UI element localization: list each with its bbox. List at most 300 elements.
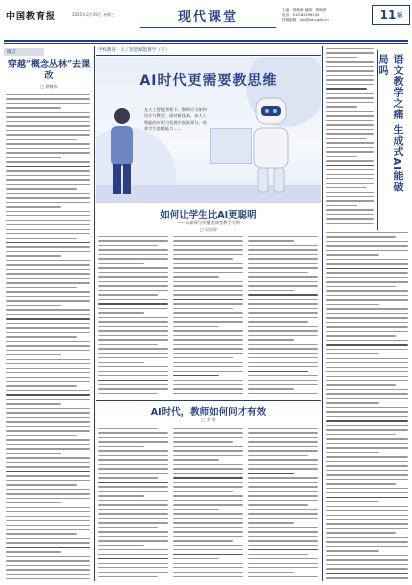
- text-line: [248, 509, 318, 510]
- text-line: [326, 209, 374, 210]
- text-line: [173, 437, 243, 438]
- text-line: [6, 273, 90, 274]
- text-line: [326, 250, 408, 251]
- text-line: [6, 229, 90, 230]
- text-line: [248, 477, 318, 478]
- text-line: [173, 491, 233, 492]
- text-line: [98, 576, 158, 577]
- text-line: [6, 498, 90, 499]
- text-line: [98, 375, 168, 376]
- text-line: [248, 527, 318, 528]
- text-line: [6, 220, 90, 221]
- text-line: [173, 540, 233, 541]
- page-number: [372, 5, 410, 25]
- text-line: [173, 312, 243, 313]
- text-line: [326, 313, 408, 314]
- text-line: [6, 421, 90, 422]
- text-line: [98, 446, 144, 447]
- text-line: [6, 157, 61, 158]
- text-line: [6, 377, 90, 378]
- text-line: [6, 511, 90, 512]
- text-line: [248, 572, 294, 573]
- text-line: [6, 533, 77, 534]
- text-line: [6, 390, 90, 391]
- text-line: [326, 124, 374, 125]
- text-line: [173, 254, 243, 255]
- text-line: [98, 254, 168, 255]
- text-line: [98, 236, 168, 237]
- text-line: [248, 567, 318, 568]
- text-line: [248, 236, 318, 237]
- text-line: [6, 238, 77, 239]
- text-line: [6, 462, 90, 463]
- text-line: [326, 501, 379, 502]
- text-line: [173, 308, 233, 309]
- text-line: [173, 477, 243, 478]
- text-line: [248, 432, 318, 433]
- text-line: [6, 269, 90, 270]
- text-line: [6, 475, 90, 476]
- text-line: [248, 357, 318, 358]
- text-line: [98, 326, 168, 327]
- text-line: [326, 286, 396, 287]
- text-line: [248, 254, 318, 255]
- text-line: [6, 143, 90, 144]
- text-line: [98, 272, 168, 273]
- text-line: [98, 380, 168, 381]
- text-line: [326, 165, 374, 166]
- text-line: [326, 120, 374, 121]
- text-line: [6, 466, 90, 467]
- text-line: [326, 138, 367, 139]
- editor-line: 投稿邮箱：jyb@edu.gov.cn: [282, 18, 329, 23]
- text-line: [248, 450, 318, 451]
- text-line: [326, 528, 408, 529]
- text-line: [6, 547, 90, 548]
- text-line: [98, 491, 168, 492]
- text-line: [6, 336, 77, 337]
- text-line: [326, 331, 408, 332]
- text-line: [98, 366, 168, 367]
- right-article-body: [326, 232, 408, 580]
- center-article-body-2: [173, 428, 243, 580]
- text-line: [6, 453, 61, 454]
- center-article-body-1: [248, 236, 318, 398]
- text-line: [248, 326, 318, 327]
- text-line: [6, 560, 90, 561]
- text-line: [173, 281, 243, 282]
- text-line: [98, 317, 168, 318]
- text-line: [173, 527, 243, 528]
- text-line: [6, 556, 90, 557]
- text-line: [248, 491, 318, 492]
- text-line: [248, 536, 318, 537]
- text-line: [6, 246, 90, 247]
- text-line: [248, 335, 318, 336]
- text-line: [98, 312, 144, 313]
- text-line: [6, 197, 90, 198]
- text-line: [6, 211, 90, 212]
- text-line: [326, 93, 374, 94]
- text-line: [173, 576, 243, 577]
- text-line: [326, 443, 408, 444]
- text-line: [248, 245, 318, 246]
- text-line: [173, 326, 219, 327]
- text-line: [326, 550, 379, 551]
- text-line: [6, 103, 90, 104]
- text-line: [173, 388, 243, 389]
- text-line: [6, 255, 61, 256]
- text-line: [173, 294, 243, 295]
- text-line: [6, 314, 90, 315]
- center-article-body-1: [98, 236, 168, 398]
- subheading-1: 如何让学生比AI更聪明: [160, 210, 257, 221]
- text-line: [98, 572, 168, 573]
- text-line: [6, 516, 90, 517]
- text-line: [326, 102, 374, 103]
- text-line: [248, 558, 318, 559]
- text-line: [98, 500, 168, 501]
- text-line: [248, 540, 318, 541]
- text-line: [248, 549, 318, 550]
- text-line: [326, 169, 374, 170]
- text-line: [326, 245, 408, 246]
- text-line: [326, 160, 374, 161]
- editor-info: [282, 8, 370, 24]
- text-line: [173, 393, 243, 394]
- text-line: [173, 455, 243, 456]
- text-line: [326, 398, 408, 399]
- text-line: [326, 178, 374, 179]
- text-line: [326, 434, 396, 435]
- text-line: [248, 258, 318, 259]
- text-line: [173, 450, 243, 451]
- text-line: [248, 380, 318, 381]
- page-number-suffix: 版: [397, 12, 403, 19]
- text-line: [98, 384, 168, 385]
- text-line: [6, 291, 90, 292]
- text-line: [6, 152, 90, 153]
- text-line: [326, 97, 374, 98]
- text-line: [6, 439, 90, 440]
- text-line: [173, 518, 243, 519]
- text-line: [326, 75, 374, 76]
- text-line: [6, 354, 61, 355]
- text-line: [326, 115, 374, 116]
- text-line: [173, 432, 243, 433]
- text-line: [326, 129, 374, 130]
- text-line: [98, 531, 168, 532]
- text-line: [98, 432, 168, 433]
- text-line: [6, 251, 90, 252]
- text-line: [6, 323, 90, 324]
- text-line: [6, 408, 90, 409]
- text-line: [6, 345, 90, 346]
- text-line: [326, 263, 408, 264]
- text-line: [248, 371, 308, 372]
- text-line: [6, 574, 90, 575]
- text-line: [248, 285, 318, 286]
- text-line: [98, 281, 168, 282]
- text-line: [326, 371, 408, 372]
- text-line: [326, 416, 408, 417]
- text-line: [173, 536, 243, 537]
- section-title: 现代课堂: [177, 9, 238, 25]
- text-line: [98, 308, 168, 309]
- text-line: [326, 156, 357, 157]
- text-line: [326, 268, 408, 269]
- text-line: [6, 542, 90, 543]
- text-line: [173, 545, 243, 546]
- text-line: [326, 488, 408, 489]
- text-line: [326, 564, 408, 565]
- page-number-value: 11: [379, 8, 397, 22]
- text-line: [326, 272, 408, 273]
- text-line: [248, 303, 318, 304]
- text-line: [6, 484, 77, 485]
- text-line: [98, 482, 168, 483]
- text-line: [326, 254, 379, 255]
- text-line: [6, 417, 90, 418]
- text-line: [6, 430, 90, 431]
- text-line: [326, 218, 374, 219]
- text-line: [326, 111, 374, 112]
- text-line: [6, 112, 90, 113]
- text-line: [326, 308, 408, 309]
- text-line: [98, 285, 168, 286]
- text-line: [98, 299, 168, 300]
- text-line: [248, 384, 318, 385]
- text-line: [326, 147, 374, 148]
- text-line: [326, 479, 408, 480]
- text-line: [326, 326, 408, 327]
- text-line: [248, 375, 318, 376]
- text-line: [6, 125, 90, 126]
- subheading-2-author: □ 李 华: [201, 417, 216, 422]
- text-line: [173, 459, 219, 460]
- text-line: [173, 567, 243, 568]
- text-line: [6, 412, 90, 413]
- text-line: [98, 428, 158, 429]
- text-line: [248, 522, 294, 523]
- text-line: [6, 202, 90, 203]
- text-line: [6, 233, 90, 234]
- text-line: [173, 375, 219, 376]
- text-line: [173, 482, 243, 483]
- text-line: [98, 294, 158, 295]
- text-line: [173, 473, 243, 474]
- text-line: [326, 429, 408, 430]
- text-line: [6, 215, 90, 216]
- text-line: [326, 492, 408, 493]
- subheading-2: AI时代，教师如何问才有效: [150, 407, 267, 418]
- text-line: [6, 318, 90, 319]
- text-line: [248, 249, 318, 250]
- text-line: [6, 206, 61, 207]
- teacher-figure-icon: [104, 104, 140, 196]
- text-line: [6, 480, 90, 481]
- text-line: [6, 372, 90, 373]
- text-line: [6, 332, 90, 333]
- text-line: [326, 367, 408, 368]
- text-line: [98, 393, 158, 394]
- text-line: [6, 493, 90, 494]
- text-line: [98, 240, 168, 241]
- text-line: [6, 224, 90, 225]
- text-line: [173, 267, 243, 268]
- text-line: [326, 515, 408, 516]
- text-line: [248, 294, 318, 295]
- text-line: [326, 84, 374, 85]
- center-tag: 学校教育 · 人工智能赋能教学（下）: [98, 48, 170, 53]
- text-line: [326, 223, 374, 224]
- subheading-1-author: □ 吴雨婷: [199, 227, 218, 232]
- text-line: [326, 456, 408, 457]
- text-line: [173, 441, 233, 442]
- text-line: [326, 537, 408, 538]
- text-line: [98, 290, 168, 291]
- text-line: [326, 70, 374, 71]
- text-line: [98, 267, 168, 268]
- text-line: [248, 554, 308, 555]
- text-line: [326, 88, 367, 89]
- text-line: [173, 371, 243, 372]
- text-line: [98, 513, 168, 514]
- text-line: [326, 555, 408, 556]
- text-line: [173, 500, 243, 501]
- text-line: [6, 403, 61, 404]
- text-line: [248, 353, 318, 354]
- text-line: [248, 482, 318, 483]
- text-line: [98, 540, 168, 541]
- text-line: [98, 357, 168, 358]
- text-line: [326, 519, 408, 520]
- text-line: [326, 425, 408, 426]
- text-line: [248, 330, 318, 331]
- section-separator: [96, 400, 321, 401]
- text-line: [173, 330, 243, 331]
- hero-lead-text: 在人工智能背景下，教师应当如何设计与教学，面对新技术，从人工智能的应用与发展中汲取养分，培养学生思维能力……: [144, 107, 207, 132]
- text-line: [248, 468, 318, 469]
- text-line: [326, 541, 408, 542]
- text-line: [98, 558, 168, 559]
- text-line: [173, 245, 243, 246]
- text-line: [173, 303, 243, 304]
- text-line: [326, 389, 408, 390]
- text-line: [248, 290, 294, 291]
- text-line: [326, 376, 408, 377]
- right-article-intro: [326, 48, 374, 226]
- text-line: [173, 572, 243, 573]
- text-line: [248, 531, 318, 532]
- text-line: [173, 468, 243, 469]
- text-line: [326, 317, 408, 318]
- text-line: [6, 139, 77, 140]
- text-line: [248, 446, 318, 447]
- text-line: [248, 495, 318, 496]
- text-line: [98, 495, 144, 496]
- text-line: [173, 384, 243, 385]
- text-line: [248, 576, 318, 577]
- text-line: [248, 437, 318, 438]
- text-line: [248, 513, 318, 514]
- text-line: [248, 348, 318, 349]
- text-line: [6, 305, 61, 306]
- text-line: [98, 388, 168, 389]
- text-line: [98, 245, 158, 246]
- text-line: [98, 303, 168, 304]
- text-line: [6, 161, 90, 162]
- text-line: [248, 486, 318, 487]
- text-line: [248, 312, 318, 313]
- text-line: [98, 339, 168, 340]
- text-line: [173, 563, 243, 564]
- text-line: [6, 435, 77, 436]
- text-line: [173, 366, 243, 367]
- text-line: [248, 563, 318, 564]
- text-line: [248, 276, 318, 277]
- robot-figure-icon: [244, 94, 298, 194]
- text-line: [98, 509, 168, 510]
- text-line: [326, 546, 408, 547]
- text-line: [326, 236, 396, 237]
- text-line: [173, 509, 219, 510]
- text-line: [326, 559, 408, 560]
- text-line: [98, 263, 144, 264]
- text-line: [326, 568, 408, 569]
- text-line: [326, 577, 408, 578]
- text-line: [326, 506, 408, 507]
- text-line: [173, 446, 243, 447]
- text-line: [98, 344, 158, 345]
- text-line: [98, 567, 168, 568]
- text-line: [6, 282, 90, 283]
- text-line: [98, 330, 168, 331]
- text-line: [248, 281, 318, 282]
- text-line: [173, 558, 219, 559]
- text-line: [326, 259, 408, 260]
- text-line: [248, 263, 318, 264]
- text-line: [326, 304, 379, 305]
- text-line: [248, 366, 318, 367]
- text-line: [6, 385, 77, 386]
- text-line: [326, 358, 408, 359]
- text-line: [98, 321, 168, 322]
- text-line: [98, 468, 168, 469]
- text-line: [6, 538, 90, 539]
- text-line: [6, 179, 90, 180]
- subheading-1-subtitle: ——以新闻与传播类课堂教学为例: [177, 220, 240, 225]
- text-line: [326, 497, 408, 498]
- text-line: [326, 183, 374, 184]
- text-line: [173, 464, 243, 465]
- text-line: [6, 529, 90, 530]
- text-line: [173, 263, 243, 264]
- text-line: [248, 339, 294, 340]
- text-line: [6, 287, 77, 288]
- text-line: [173, 531, 243, 532]
- text-line: [173, 522, 243, 523]
- text-line: [326, 452, 379, 453]
- text-line: [98, 459, 168, 460]
- text-line: [326, 322, 408, 323]
- text-line: [6, 121, 90, 122]
- text-line: [98, 348, 168, 349]
- text-line: [6, 520, 90, 521]
- text-line: [6, 166, 90, 167]
- text-line: [326, 290, 408, 291]
- text-line: [248, 459, 318, 460]
